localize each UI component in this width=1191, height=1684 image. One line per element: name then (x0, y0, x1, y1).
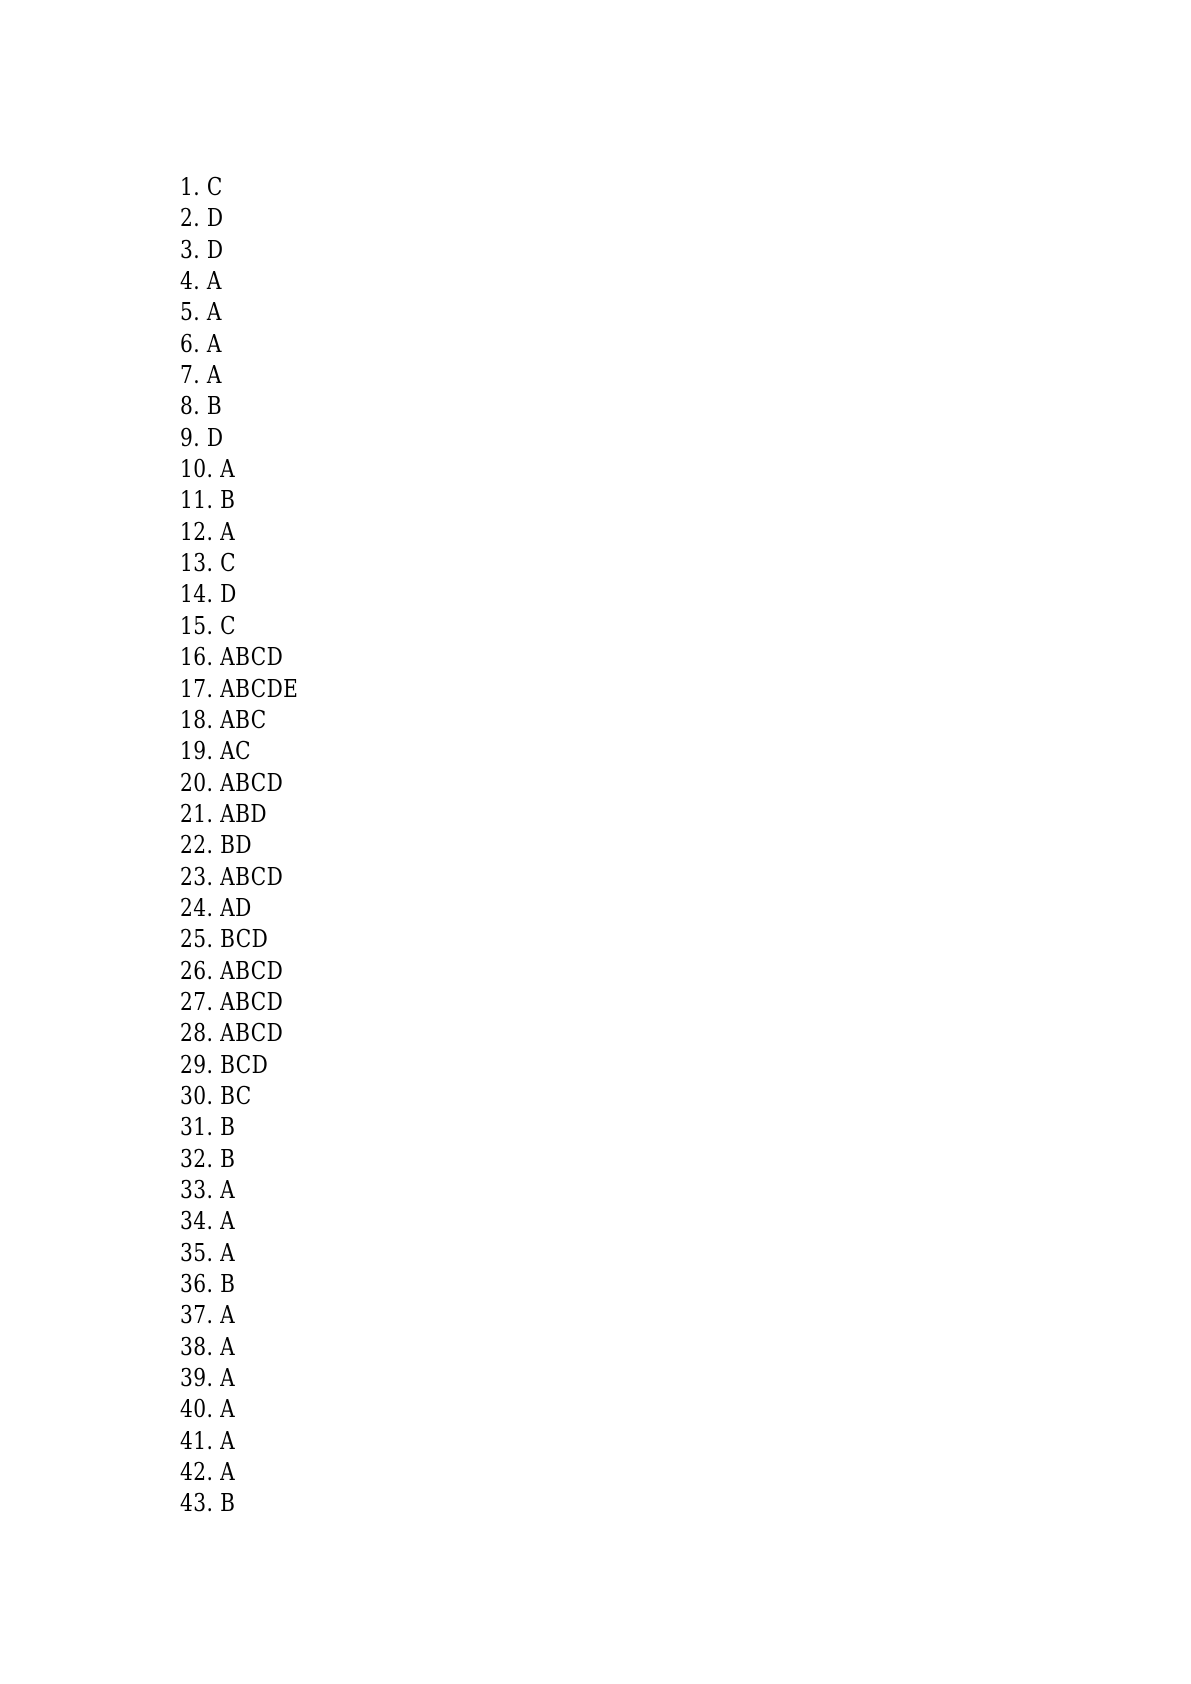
answer-list (180, 172, 321, 1520)
answer-item: 25. BCD (180, 925, 269, 954)
answer-item: 37. A (180, 1301, 236, 1330)
answer-item: 32. B (180, 1144, 236, 1173)
answer-item: 22. BD (180, 831, 252, 860)
answer-item: 16. ABCD (180, 643, 284, 672)
answer-item: 2. D (180, 204, 224, 233)
answer-item: 15. C (180, 611, 237, 640)
answer-item: 26. ABCD (180, 956, 284, 985)
answer-item: 24. AD (180, 893, 252, 922)
answer-item: 23. ABCD (180, 862, 284, 891)
answer-item: 3. D (180, 235, 224, 264)
answer-item: 41. A (180, 1426, 236, 1455)
answer-item: 33. A (180, 1176, 236, 1204)
answer-item: 21. ABD (180, 799, 267, 828)
answer-item: 19. AC (180, 737, 251, 766)
answer-item: 29. BCD (180, 1050, 269, 1079)
answer-item: 42. A (180, 1458, 236, 1487)
answer-item: 7. A (180, 361, 222, 390)
answer-item: 12. A (180, 517, 236, 546)
answer-item: 30. BC (180, 1081, 252, 1110)
answer-item: 6. A (180, 329, 222, 358)
answer-item: 17. ABCDE (180, 674, 299, 703)
answer-item: 5. A (180, 298, 222, 327)
answer-item: 11. B (180, 486, 236, 515)
answer-item: 43. B (180, 1489, 236, 1518)
answer-item: 9. D (180, 423, 224, 452)
answer-item: 18. ABC (180, 705, 267, 734)
answer-item: 36. B (180, 1270, 236, 1299)
answer-item: 38. A (180, 1332, 236, 1361)
answer-item: 31. B (180, 1113, 236, 1142)
answer-item: 27. ABCD (180, 987, 284, 1016)
answer-item: 14. D (180, 580, 237, 609)
answer-item: 39. A (180, 1364, 236, 1393)
answer-item: 35. A (180, 1238, 236, 1267)
answer-item: 28. ABCD (180, 1019, 284, 1048)
answer-item: 40. A (180, 1395, 236, 1424)
answer-item: 13. C (180, 549, 237, 578)
answer-item: 8. B (180, 392, 223, 421)
answer-item: 4. A (180, 267, 222, 296)
answer-item: 20. ABCD (180, 768, 284, 797)
answer-item: 34. A (180, 1207, 236, 1236)
answer-item: 1. C (180, 173, 223, 201)
answer-item: 10. A (180, 455, 236, 484)
